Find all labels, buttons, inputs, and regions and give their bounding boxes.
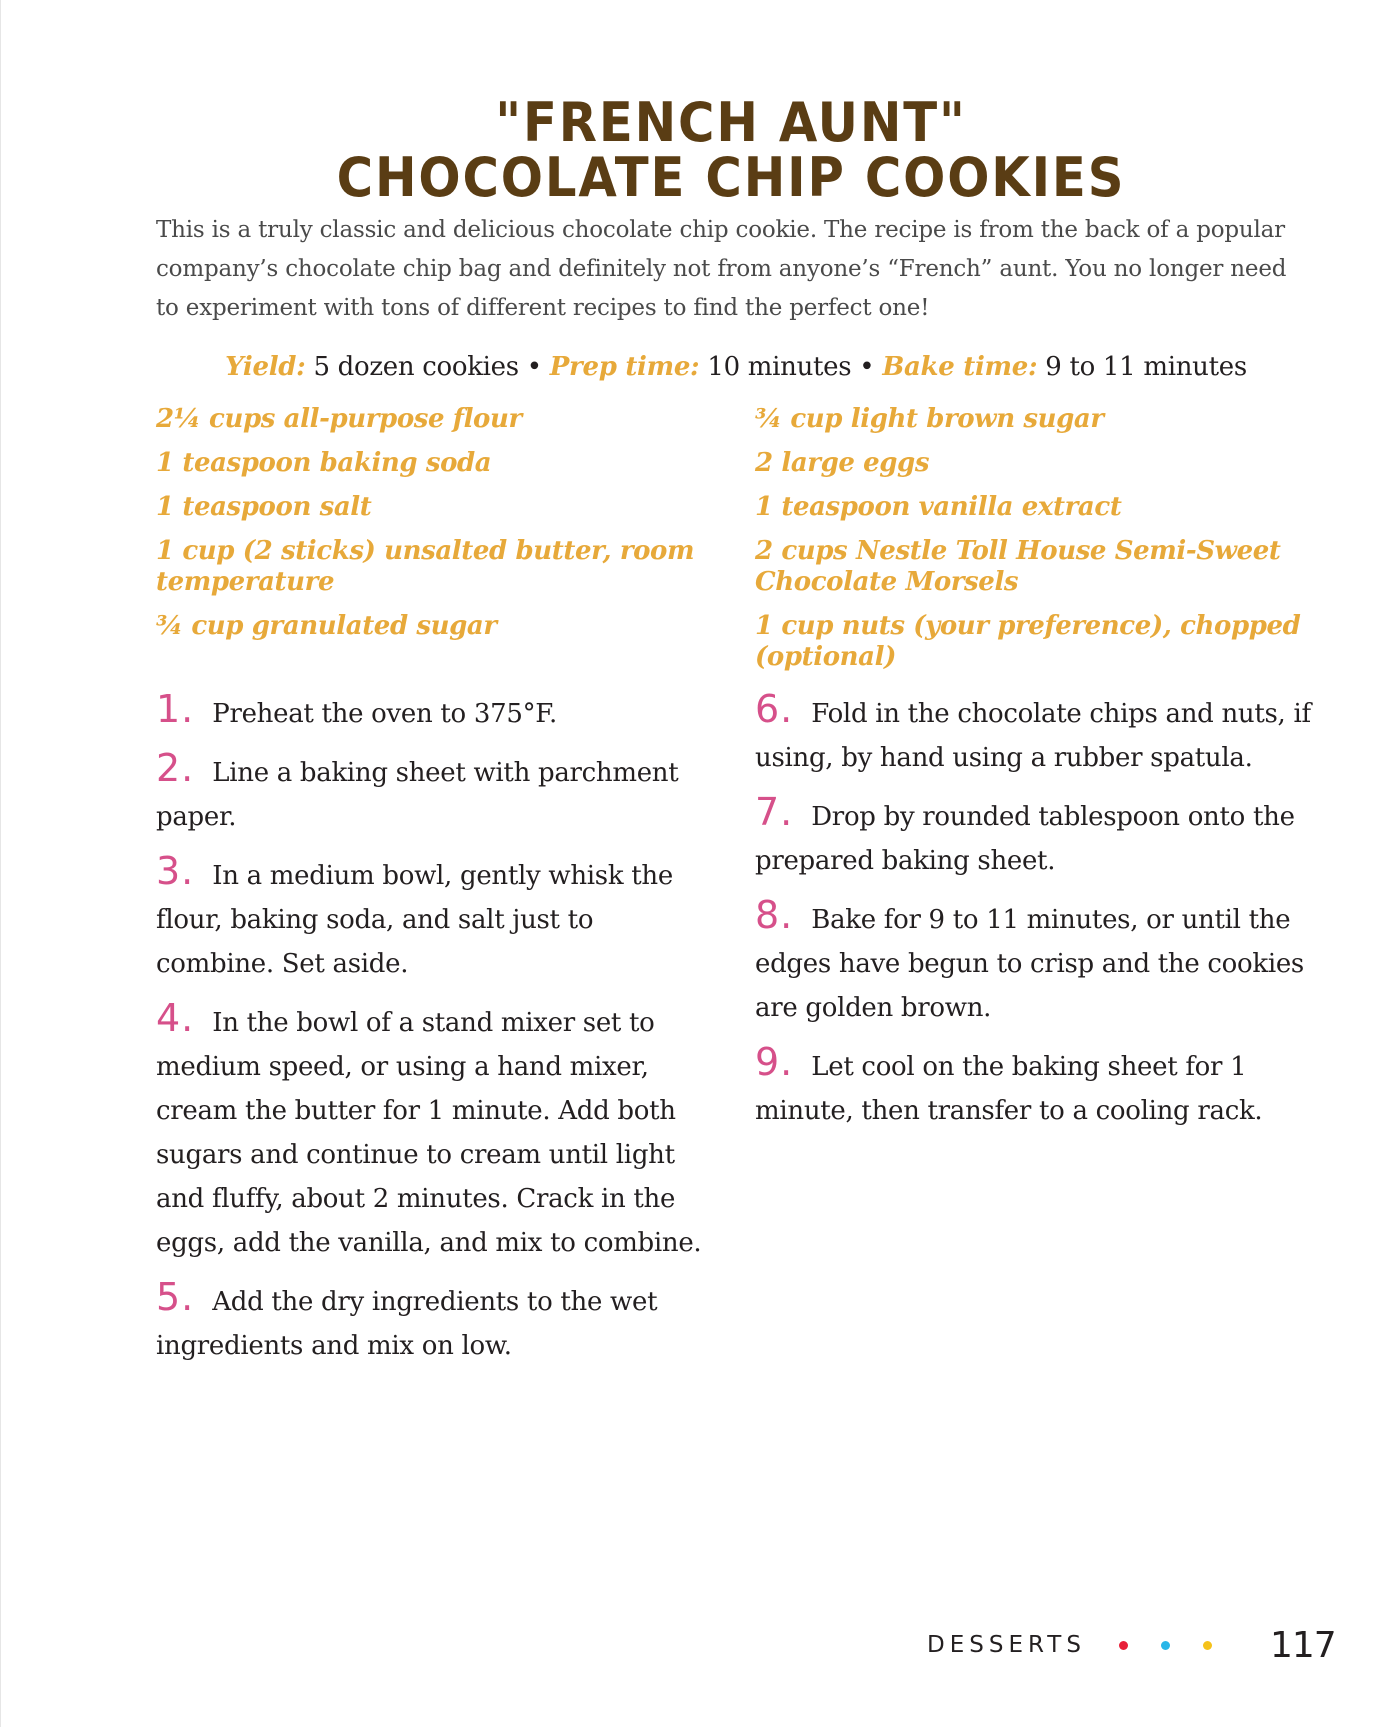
step-text: In a medium bowl, gently whisk the flour, baking soda, and salt just to combine. Set aside. [156,861,673,979]
page-number: 117 [1269,1624,1336,1666]
step-9 [755,1040,1315,1133]
step-text: Let cool on the baking sheet for 1 minute, then transfer to a cooling rack. [755,1052,1263,1126]
ingredient-item: 2 large eggs [755,448,930,478]
step-5 [156,1275,716,1368]
ingredients-list-right [755,404,1315,686]
prep-time-label: Prep time: [549,352,700,382]
ingredient-item: 2 cups Nestle Toll House Semi-Sweet Chocolate Morsels [755,536,1281,597]
steps-column-right [755,687,1315,1148]
step-text: Add the dry ingredients to the wet ingredients and mix on low. [156,1287,658,1361]
bake-time-label: Bake time: [882,352,1038,382]
steps-column-left [156,687,716,1383]
step-6 [755,687,1315,780]
step-number: 6. [755,687,794,731]
bake-time-value: 9 to 11 minutes [1045,352,1247,382]
step-number: 7. [755,790,794,834]
meta-separator: • [859,352,875,382]
step-3 [156,849,716,986]
ingredients-list-left [156,404,716,655]
step-number: 2. [156,746,195,790]
step-number: 3. [156,849,195,893]
step-number: 9. [755,1040,794,1084]
page-footer [927,1625,1336,1665]
prep-time-value: 10 minutes [707,352,852,382]
decorative-dot-yellow [1203,1641,1212,1650]
step-number: 1. [156,687,195,731]
step-1 [156,687,716,736]
decorative-dot-blue [1161,1641,1170,1650]
step-2 [156,746,716,839]
step-text: Preheat the oven to 375°F. [212,699,557,729]
recipe-title-line-1: "FRENCH AUNT" [495,91,967,154]
section-label: DESSERTS [927,1632,1086,1658]
step-4 [156,996,716,1265]
recipe-meta [156,349,1316,385]
step-number: 8. [755,893,794,937]
step-text: Fold in the chocolate chips and nuts, if using, by hand using a rubber spatula. [755,699,1311,773]
step-7 [755,790,1315,883]
recipe-title-line-2: CHOCOLATE CHIP COOKIES [336,146,1126,209]
step-text: Line a baking sheet with parchment paper. [156,758,679,832]
step-text: In the bowl of a stand mixer set to medium speed, or using a hand mixer, cream the butter for 1 minute. Add both sugars and continue to cream until light and fluffy, about 2 minutes. Crack in the eggs, add the vanilla, and mix to combine. [156,1008,702,1258]
step-number: 4. [156,996,195,1040]
ingredient-item: 2¼ cups all-purpose flour [156,404,522,434]
recipe-intro: This is a truly classic and delicious chocolate chip cookie. The recipe is from the back of a popular company’s chocolate chip bag and definitely not from anyone’s “French” aunt. You no longer need to experiment with tons of different recipes to find the perfect one! [156,217,1287,321]
ingredient-item: ¾ cup granulated sugar [156,611,497,641]
step-text: Drop by rounded tablespoon onto the prepared baking sheet. [755,802,1295,876]
yield-value: 5 dozen cookies [313,352,519,382]
step-8 [755,893,1315,1030]
ingredient-item: 1 cup nuts (your preference), chopped (optional) [755,611,1301,672]
ingredient-item: 1 teaspoon vanilla extract [755,492,1122,522]
meta-separator: • [526,352,542,382]
ingredient-item: 1 teaspoon baking soda [156,448,492,478]
decorative-dot-red [1119,1641,1128,1650]
ingredient-item: 1 teaspoon salt [156,492,372,522]
step-number: 5. [156,1275,195,1319]
ingredient-item: 1 cup (2 sticks) unsalted butter, room temperature [156,536,695,597]
yield-label: Yield: [225,352,306,382]
step-text: Bake for 9 to 11 minutes, or until the edges have begun to crisp and the cookies are golden brown. [755,905,1304,1023]
ingredient-item: ¾ cup light brown sugar [755,404,1104,434]
